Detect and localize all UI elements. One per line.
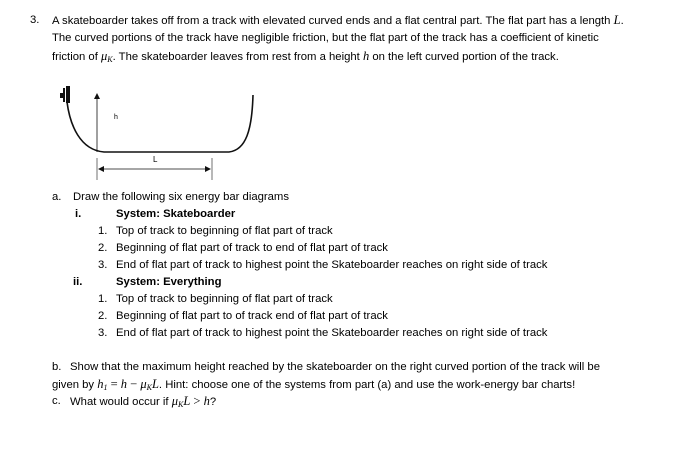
track-curve <box>67 95 253 152</box>
intro-text: . <box>620 15 624 27</box>
length-label: L <box>153 155 158 164</box>
intro-text: friction of <box>52 51 101 63</box>
intro-text: on the left curved portion of the track. <box>369 51 559 63</box>
skateboarder-figure <box>60 86 70 103</box>
list-item-text: Beginning of flat part to of track end of flat part of track <box>116 310 388 322</box>
var-L: L <box>613 13 621 27</box>
part-b-text: given by <box>52 379 98 391</box>
item-number: 3. <box>98 327 108 339</box>
item-number: 2. <box>98 310 108 322</box>
list-item <box>98 325 107 342</box>
part-c-letter: c. <box>52 395 61 407</box>
list-item-text: Beginning of flat part of track to end of flat part of track <box>116 242 388 254</box>
part-c-question: What would occur if $\mu_KL > h$? <box>70 394 217 409</box>
var-mu-k: $\mu_K$ <box>100 49 113 64</box>
list-item <box>98 240 107 257</box>
item-number: 1. <box>98 225 108 237</box>
height-arrow <box>94 93 100 152</box>
var-h: h <box>362 49 370 63</box>
part-b-letter: b. <box>52 361 62 373</box>
list-item <box>98 291 107 308</box>
part-a-letter: a. <box>52 191 62 203</box>
list-item-text: Top of track to beginning of flat part of track <box>116 225 333 237</box>
intro-line-2: The curved portions of the track have negligible friction, but the flat part of the track has a coefficient of kinetic <box>52 32 599 44</box>
part-b-hint: . Hint: choose one of the systems from part (a) and use the work-energy bar charts! <box>158 379 576 391</box>
intro-text: . The skateboarder leaves from rest from a height <box>112 51 363 63</box>
equation-h1: $h_1 = h - \mu_KL$ <box>97 377 159 392</box>
part-b-line-1: Show that the maximum height reached by the skateboarder on the right curved portion of the track will be <box>70 361 600 373</box>
height-label: h <box>114 114 118 121</box>
list-item <box>98 257 107 274</box>
inequality: $\mu_KL > h$ <box>171 394 210 409</box>
item-number: 1. <box>98 293 108 305</box>
list-item <box>98 223 107 240</box>
part-a-title: Draw the following six energy bar diagrams <box>73 191 289 203</box>
sub-i-numeral: i. <box>75 208 82 220</box>
list-item <box>98 308 107 325</box>
part-c-text: What would occur if <box>70 396 172 408</box>
item-number: 3. <box>98 259 108 271</box>
intro-text: A skateboarder takes off from a track with elevated curved ends and a flat central part. The flat part has a length <box>52 15 614 27</box>
part-b-line-2 <box>52 376 575 394</box>
sub-ii-system: System: Everything <box>116 276 222 288</box>
sub-i-system: System: Skateboarder <box>116 208 236 220</box>
problem-number: 3. <box>30 14 40 26</box>
list-item-text: End of flat part of track to highest point the Skateboarder reaches on right side of track <box>116 327 548 339</box>
list-item-text: Top of track to beginning of flat part of track <box>116 293 333 305</box>
list-item-text: End of flat part of track to highest point the Skateboarder reaches on right side of track <box>116 259 548 271</box>
item-number: 2. <box>98 242 108 254</box>
sub-ii-numeral: ii. <box>73 276 83 288</box>
